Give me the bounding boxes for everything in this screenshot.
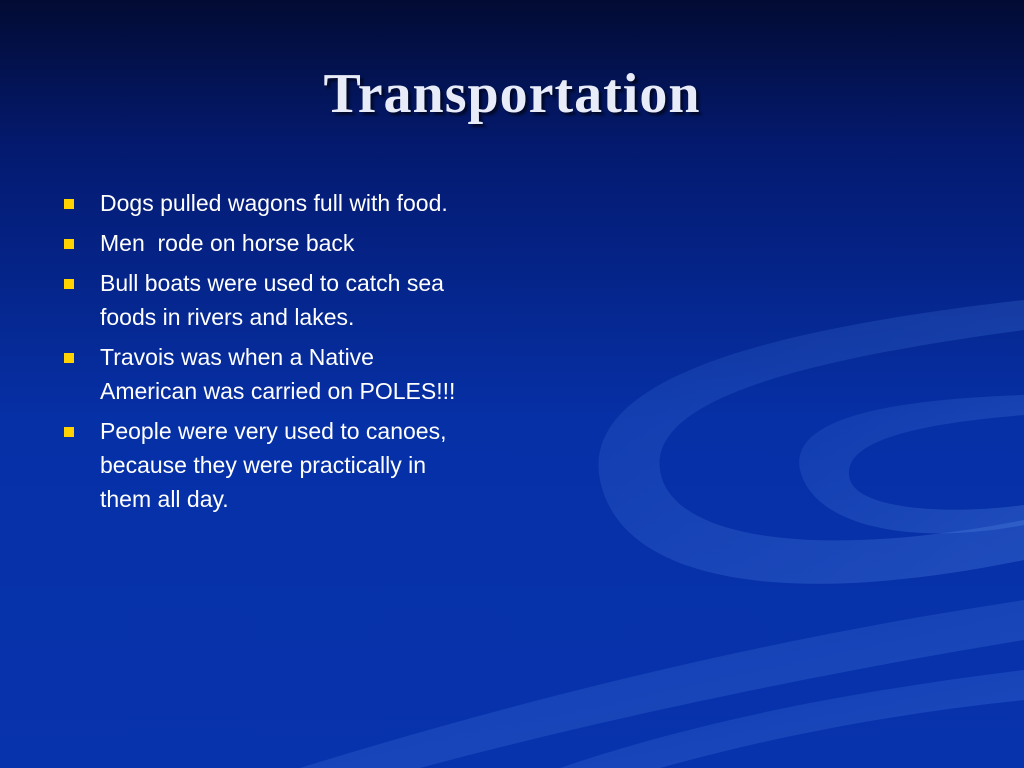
bullet-text: Men rode on horse back (100, 230, 355, 256)
slide-title: Transportation (323, 63, 701, 125)
square-bullet-icon (64, 427, 74, 437)
bullet-item (60, 340, 470, 408)
bullet-text: Bull boats were used to catch sea foods in rivers and lakes. (100, 270, 444, 330)
square-bullet-icon (64, 199, 74, 209)
bullet-text: Travois was when a Native American was carried on POLES!!! (100, 344, 456, 404)
bullet-text: People were very used to canoes, because they were practically in them all day. (100, 418, 447, 512)
bullet-item (60, 266, 470, 334)
bullet-item (60, 226, 470, 260)
bullet-list (60, 186, 470, 522)
bullet-item (60, 186, 470, 220)
bullet-item (60, 414, 470, 516)
square-bullet-icon (64, 353, 74, 363)
bullet-text: Dogs pulled wagons full with food. (100, 190, 448, 216)
square-bullet-icon (64, 239, 74, 249)
square-bullet-icon (64, 279, 74, 289)
